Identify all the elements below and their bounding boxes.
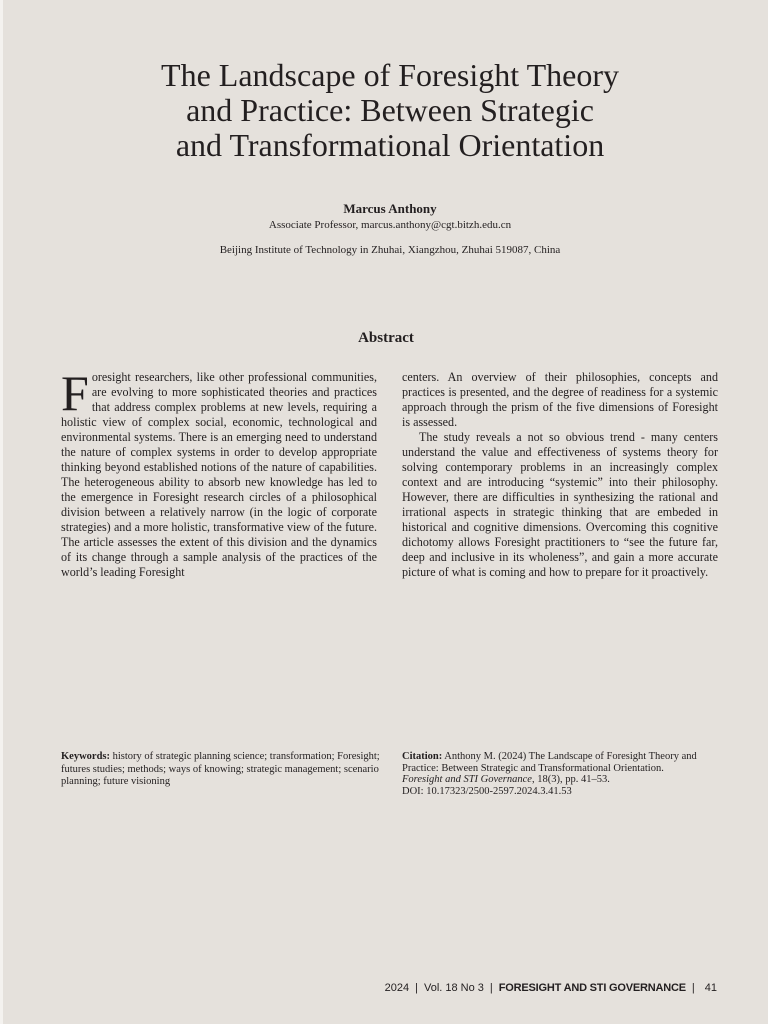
citation-label: Citation: [402,751,443,762]
footer-journal: FORESIGHT AND STI GOVERNANCE [498,982,686,994]
author-role: Associate Professor, marcus.anthony@cgt.bitzh.edu.cn [268,219,512,231]
page-number: 41 [704,982,717,994]
author-affiliation: Beijing Institute of Technology in Zhuhai, Xiangzhou, Zhuhai 519087, China [219,244,561,256]
citation [402,751,732,797]
title-line: The Landscape of Foresight Theory [161,57,619,93]
footer-separator: | [489,982,493,994]
footer-year: 2024 [384,982,410,994]
keywords [61,751,381,789]
abstract-paragraph: The study reveals a not so obvious trend - many centers understand the value and effectiveness of systems theory for solving contemporary problems in an increasingly complex context and are introducing “systemic” into their philosophy. However, there are difficulties in synthesizing the rational and irrational aspects in strategic thinking that are embeded in historical and cognitive dimensions. Overcoming this cognitive dichotomy allows Foresight practitioners to “see the future far, deep and inclusive in its wholeness”, and gain a more accurate picture of what is coming and how to prepare for it proactively. [402,430,718,579]
drop-cap: F [61,365,89,421]
citation-text: Anthony M. (2024) The Landscape of Foresight Theory and Practice: Between Strategic and Transformational Orientation. [402,751,697,774]
abstract-text: oresight researchers, like other professional communities, are evolving to more sophisticated theories and practices that address complex problems at new levels, requiring a holistic view of complex social, economic, technological and environmental systems. There is an emerging need to understand the nature of complex systems in order to develop appropriate thinking beyond established notions of the nature of capabilities. The heterogeneous ability to absorb new knowledge has led to the emergence in Foresight research circles of a philosophical division between a relatively narrow (in the logic of corporate strategies) and a more holistic, transformative view of the future. The article assesses the extent of this division and the dynamics of its change through a sample analysis of the practices of the world’s leading Foresight [61,370,377,579]
footer-separator: | [415,982,418,994]
page-edge [0,0,3,1024]
page-footer [385,979,717,997]
abstract-column-left [61,365,377,580]
title-line: and Practice: Between Strategic [186,92,594,128]
abstract-heading: Abstract [358,330,414,346]
footer-separator: | [691,982,695,994]
keywords-label: Keywords: [61,751,110,762]
citation-volume: , 18(3), pp. 41–53. [531,774,610,785]
footer-volume: Vol. 18 No 3 [423,982,484,994]
abstract-column-right [402,370,718,580]
keywords-text: history of strategic planning science; transformation; Foresight; futures studies; methods; ways of knowing; strategic management; scenario planning; future visioning [61,751,380,787]
title-line: and Transformational Orientation [175,127,605,163]
abstract-paragraph [61,365,377,580]
citation-doi: DOI: 10.17323/2500-2597.2024.3.41.53 [402,785,572,797]
article-title [90,58,690,163]
author-name: Marcus Anthony [343,201,437,216]
abstract-paragraph: centers. An overview of their philosophies, concepts and practices is presented, and the degree of readiness for a systemic approach through the prism of the five dimensions of Foresight is assessed. [402,370,718,429]
citation-journal: Foresight and STI Governance [402,774,532,785]
